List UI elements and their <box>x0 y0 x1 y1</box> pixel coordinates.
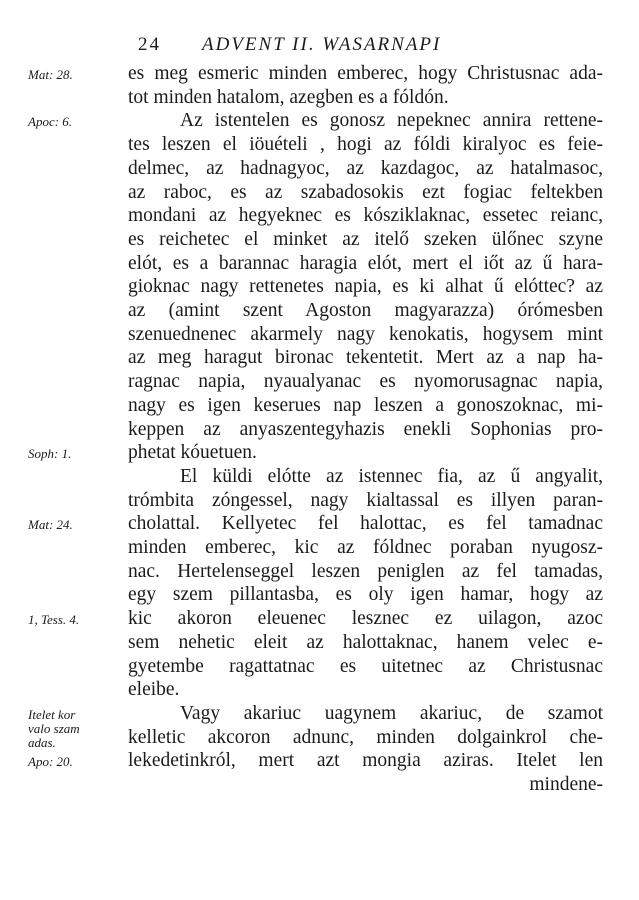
text-line: egy szem pillantasba, es oly igen hamar, hogy az <box>128 584 603 606</box>
page-header <box>138 34 598 58</box>
margin-note: adas. <box>28 735 56 751</box>
text-line: az (amint szent Agoston magyarazza) órómesben <box>128 300 603 321</box>
text-line: nac. Hertelenseggel leszen peniglen az fel tamadas, <box>128 560 603 582</box>
margin-note: Itelet kor <box>28 706 76 722</box>
text-line: nagy es igen keserues nap leszen a gonoszoknac, mi- <box>128 394 603 416</box>
text-line: gyetembe ragattatnac es uitetnec az Christusnac <box>128 655 603 677</box>
text-line: Vagy akariuc uagynem akariuc, de szamot <box>180 702 603 724</box>
margin-note: Apo: 20. <box>28 754 73 770</box>
margin-note: valo szam <box>28 721 80 737</box>
text-line: lekedetinkról, mert azt mongia aziras. Itelet len <box>128 750 603 772</box>
margin-note: Soph: 1. <box>28 446 72 462</box>
text-line: ragnac napia, nyaualyanac es nyomorusagnac napia, <box>128 371 603 393</box>
text-line: gioknac nagy rettenetes napia, es ki alhat ű elóttec? az <box>128 276 603 298</box>
text-line: minden emberec, kic az fóldnec poraban nyugosz- <box>128 537 603 558</box>
margin-note: Mat: 28. <box>28 67 73 82</box>
text-line: elót, es a barannac haragia elót, mert el iőt az ű hara- <box>128 252 603 274</box>
text-line: trómbita zóngessel, nagy kialtassal es illyen paran- <box>128 489 603 511</box>
text-line: mindene- <box>529 774 603 795</box>
text-line: mondani az hegyeknec es kósziklaknac, essetec reianc, <box>128 205 603 227</box>
page-number: 24 <box>138 34 161 55</box>
text-line: El küldi elótte az istennec fia, az ű angyalit, <box>180 465 603 487</box>
text-line: delmec, az hadnagyoc, az kazdagoc, az hatalmasoc, <box>128 157 603 179</box>
text-line: kelletic akcoron adnunc, minden dolgainkrol che- <box>128 726 603 748</box>
margin-note: Mat: 24. <box>28 517 73 533</box>
margin-note: Apoc: 6. <box>28 114 73 130</box>
text-line: tot minden hatalom, azegben es a fóldón. <box>128 86 449 108</box>
text-line: Az istentelen es gonosz nepeknec annira rettene- <box>180 110 603 132</box>
text-line: cholattal. Kellyetec fel halottac, es fel tamadnac <box>128 513 603 535</box>
margin-note: 1, Tess. 4. <box>28 612 80 628</box>
text-line: az meg haragut bironac tekentetit. Mert az a nap ha- <box>128 347 603 369</box>
text-line: es meg esmeric minden emberec, hogy Christusnac ada- <box>128 63 603 84</box>
text-line: az raboc, es az szabadosokis ezt fogiac feltekben <box>128 181 603 203</box>
text-line: eleibe. <box>128 679 180 701</box>
text-line: phetat kóuetuen. <box>128 442 257 464</box>
text-line: es reichetec el minket az itelő szeken ülőnec szyne <box>128 228 603 250</box>
text-line: sem nehetic eleit az halottaknac, hanem velec e- <box>128 631 603 653</box>
text-line: tes leszen el iöuételi , hogi az fóldi kiralyoc es feie- <box>128 134 603 156</box>
text-line: szenuednenec akarmely nagy kenokatis, hogysem mint <box>128 323 603 345</box>
text-line: keppen az anyaszentegyhazis enekli Sophonias pro- <box>128 418 603 440</box>
running-title: ADVENT II. WASARNAPI <box>202 34 442 55</box>
text-line: kic akoron eleuenec lesznec ez uilagon, azoc <box>128 608 603 630</box>
